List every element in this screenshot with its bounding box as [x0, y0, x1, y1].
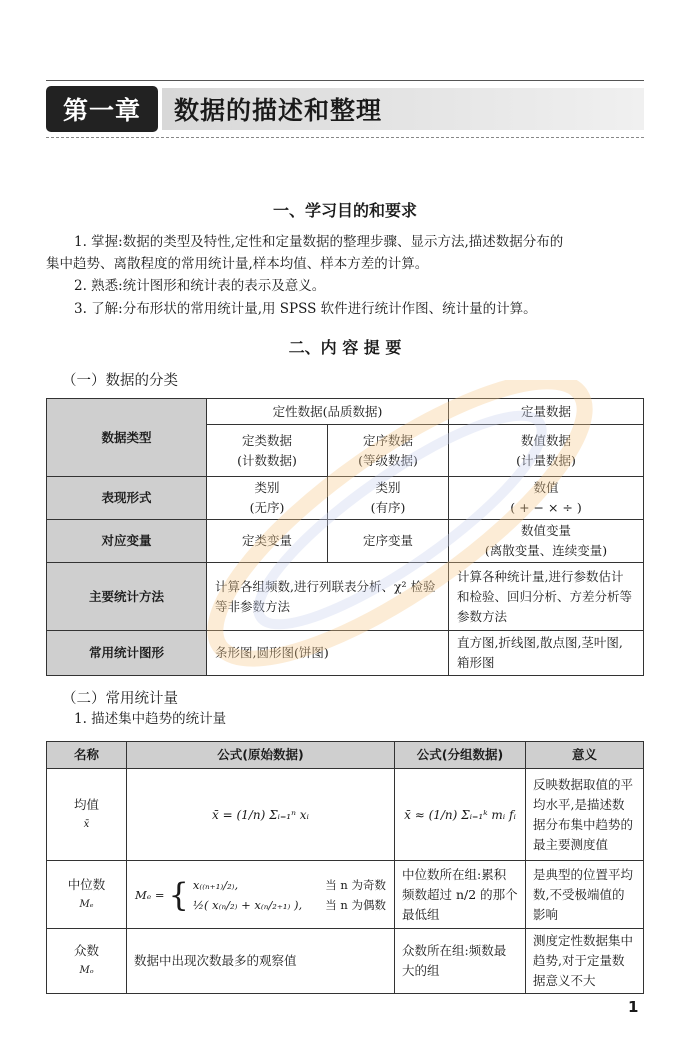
mean-meaning: 反映数据取值的平均水平,是描述数据分布集中趋势的最主要测度值 [526, 769, 644, 861]
cell-line: (无序) [249, 500, 285, 515]
data-classification-table [46, 398, 644, 676]
median-odd-cond: 当 n 为奇数 [325, 877, 386, 892]
cell-ordinal-form [328, 477, 449, 520]
cell-line: 定类数据 [241, 432, 292, 448]
cell-line: (等级数据) [358, 452, 418, 468]
median-name-cell [47, 861, 127, 929]
mode-name-cell [47, 929, 127, 994]
chapter-title: 数据的描述和整理 [162, 88, 644, 130]
mode-meaning: 测度定性数据集中趋势,对于定量数据意义不大 [526, 929, 644, 994]
median-symbol: Mₑ [79, 898, 94, 910]
cell-line: (计数数据) [237, 452, 297, 468]
median-meaning: 是典型的位置平均数,不受极端值的影响 [526, 861, 644, 929]
median-even-case: ½( x₍ₙ/₂₎ + x₍ₙ/₂₊₁₎ ), [192, 897, 303, 912]
mean-name-cell [47, 769, 127, 861]
header-formula-raw: 公式(原始数据) [127, 742, 395, 769]
subheading-common-statistics: （二）常用统计量 [62, 691, 178, 707]
row-label-methods: 主要统计方法 [47, 563, 207, 631]
goal-item-1a: 1. 掌握:数据的类型及特性,定性和定量数据的整理步骤、显示方法,描述数据分布的 [74, 234, 564, 250]
goal-item-1b: 集中趋势、离散程度的常用统计量,样本均值、样本方差的计算。 [46, 256, 429, 272]
median-name: 中位数 [67, 876, 106, 892]
cell-line: 数值 [533, 480, 559, 495]
cell-qual-charts: 条形图,圆形图(饼图) [207, 631, 449, 676]
cell-line: (离散变量、连续变量) [484, 543, 608, 558]
mean-formula-grouped: x̄ ≈ (1/n) Σᵢ₌₁ᵏ mᵢ fᵢ [395, 769, 526, 861]
central-tendency-table [46, 741, 644, 994]
cell-numeric-form [449, 477, 644, 520]
mode-symbol: Mₒ [79, 965, 94, 976]
mean-name: 均值 [73, 796, 99, 812]
cell-ordinal-variable: 定序变量 [328, 520, 449, 563]
cell-line: (有序) [370, 500, 406, 515]
goal-item-3: 3. 了解:分布形状的常用统计量,用 SPSS 软件进行统计作图、统计量的计算。 [74, 301, 537, 317]
brace-glyph: { [168, 875, 189, 914]
cell-line: ( + − × ÷ ) [510, 500, 582, 515]
page-number: 1 [628, 998, 639, 1016]
row-label-charts: 常用统计图形 [47, 631, 207, 676]
cell-quant-methods: 计算各种统计量,进行参数估计和检验、回归分析、方差分析等参数方法 [449, 563, 644, 631]
mode-name: 众数 [73, 943, 99, 958]
cell-line: 定序数据 [362, 432, 413, 448]
cell-numeric-type [449, 425, 644, 477]
median-lhs: Mₑ = [135, 887, 165, 902]
central-tendency-line: 1. 描述集中趋势的统计量 [74, 711, 227, 727]
row-label-type: 数据类型 [47, 399, 207, 477]
header-name: 名称 [47, 742, 127, 769]
cell-line: 类别 [254, 480, 280, 495]
median-formula-raw [127, 861, 395, 929]
col-header-quantitative: 定量数据 [449, 399, 644, 425]
cell-line: 数值变量 [520, 523, 571, 538]
dashed-divider [46, 137, 644, 138]
cell-nominal-type [207, 425, 328, 477]
median-formula-grouped: 中位数所在组:累积频数超过 n/2 的那个最低组 [395, 861, 526, 929]
cell-line: 类别 [375, 480, 401, 495]
row-label-variable: 对应变量 [47, 520, 207, 563]
cell-line: (计量数据) [516, 452, 576, 468]
mode-formula-raw: 数据中出现次数最多的观察值 [127, 929, 395, 994]
cell-ordinal-type [328, 425, 449, 477]
mean-symbol: x̄ [83, 818, 90, 830]
mean-formula-raw: x̄ = (1/n) Σᵢ₌₁ⁿ xᵢ [127, 769, 395, 861]
subheading-data-classification: （一）数据的分类 [62, 373, 178, 389]
median-odd-case: x₍₍ₙ₊₁₎/₂₎, [192, 877, 239, 892]
goal-item-2: 2. 熟悉:统计图形和统计表的表示及意义。 [74, 278, 326, 294]
mode-formula-grouped: 众数所在组:频数最大的组 [395, 929, 526, 994]
cell-nominal-variable: 定类变量 [207, 520, 328, 563]
row-label-form: 表现形式 [47, 477, 207, 520]
cell-nominal-form [207, 477, 328, 520]
top-rule [46, 80, 644, 81]
cell-line: 数值数据 [520, 432, 571, 448]
cell-qual-methods: 计算各组频数,进行列联表分析、χ² 检验等非参数方法 [207, 563, 449, 631]
median-even-cond: 当 n 为偶数 [325, 897, 386, 912]
section-heading-summary: 二、内 容 提 要 [288, 338, 402, 357]
col-header-qualitative: 定性数据(品质数据) [207, 399, 449, 425]
cell-quant-charts: 直方图,折线图,散点图,茎叶图,箱形图 [449, 631, 644, 676]
header-meaning: 意义 [526, 742, 644, 769]
header-formula-grouped: 公式(分组数据) [395, 742, 526, 769]
section-heading-goals: 一、学习目的和要求 [272, 201, 417, 220]
cell-quant-variable [449, 520, 644, 563]
chapter-label: 第一章 [46, 86, 158, 132]
